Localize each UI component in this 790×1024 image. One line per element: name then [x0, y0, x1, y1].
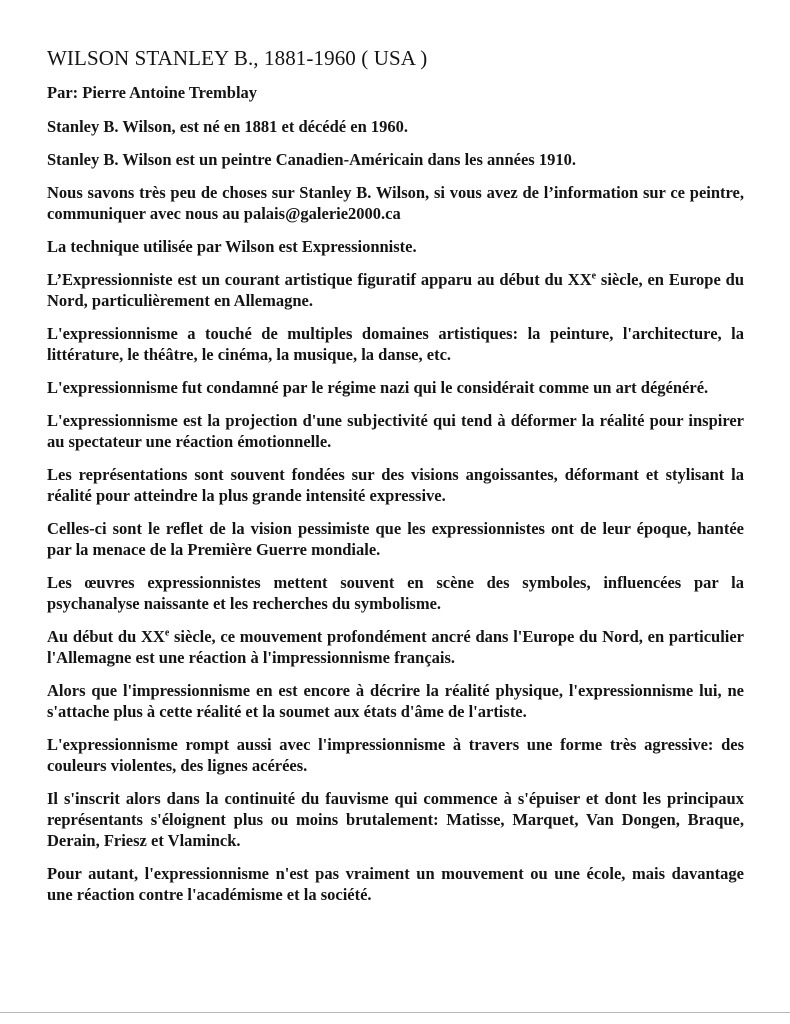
paragraph-birth-death: Stanley B. Wilson, est né en 1881 et décédé en 1960.: [47, 117, 409, 136]
paragraph-subjectivity: L'expressionnisme est la projection d'une subjectivité qui tend à déformer la réalité pour inspirer au spectateur une réaction émotionnelle.: [47, 411, 744, 451]
paragraph-impressionism-contrast: Alors que l'impressionnisme en est encore à décrire la réalité physique, l'expressionnisme lui, ne s'attache plus à cette réalité et la soumet aux états d'âme de l'artiste.: [47, 681, 744, 721]
century-superscript: e: [164, 627, 170, 639]
document-body: [47, 46, 744, 917]
document-title: WILSON STANLEY B., 1881-1960 ( USA ): [47, 46, 428, 70]
paragraph-condemnation: L'expressionnisme fut condamné par le régime nazi qui le considérait comme un art dégénéré.: [47, 378, 709, 397]
paragraph-technique: La technique utilisée par Wilson est Expressionniste.: [47, 237, 417, 256]
paragraph-reaction-start: Au début du XX: [47, 627, 165, 646]
bottom-divider: [0, 1012, 790, 1013]
paragraph-pessimism: Celles-ci sont le reflet de la vision pessimiste que les expressionnistes ont de leur époque, hantée par la menace de la Première Guerre mondiale.: [47, 519, 744, 559]
document-author: Par: Pierre Antoine Tremblay: [47, 83, 258, 102]
paragraph-nationality: Stanley B. Wilson est un peintre Canadien-Américain dans les années 1910.: [47, 150, 576, 169]
paragraph-definition: [47, 269, 744, 311]
paragraph-symbols: Les œuvres expressionnistes mettent souvent en scène des symboles, influencées par la psychanalyse naissante et les recherches du symbolisme.: [47, 573, 744, 613]
paragraph-aggressive-form: L'expressionnisme rompt aussi avec l'impressionnisme à travers une forme très agressive: des couleurs violentes, des lignes acérées.: [47, 735, 744, 775]
century-superscript: e: [591, 270, 597, 282]
paragraph-definition-end: siècle, en Europe du Nord, particulièrement en Allemagne.: [47, 270, 744, 310]
paragraph-fauvism: Il s'inscrit alors dans la continuité du fauvisme qui commence à s'épuiser et dont les principaux représentants s'éloignent plus ou moins brutalement: Matisse, Marquet, Van Dongen, Braque, Derain, Friesz et Vlaminck.: [47, 789, 744, 850]
paragraph-reaction: [47, 626, 744, 668]
paragraph-definition-start: L’Expressionniste est un courant artistique figuratif apparu au début du XX: [47, 270, 592, 289]
paragraph-reaction-end: siècle, ce mouvement profondément ancré dans l'Europe du Nord, en particulier l'Allemagne est une réaction à l'impressionnisme français.: [47, 627, 745, 667]
paragraph-conclusion: Pour autant, l'expressionnisme n'est pas vraiment un mouvement ou une école, mais davantage une réaction contre l'académisme et la société.: [47, 864, 744, 904]
paragraph-domains: L'expressionnisme a touché de multiples domaines artistiques: la peinture, l'architecture, la littérature, le théâtre, le cinéma, la musique, la danse, etc.: [47, 324, 744, 364]
paragraph-representations: Les représentations sont souvent fondées sur des visions angoissantes, déformant et stylisant la réalité pour atteindre la plus grande intensité expressive.: [47, 465, 744, 505]
paragraph-contact: Nous savons très peu de choses sur Stanley B. Wilson, si vous avez de l’information sur ce peintre, communiquer avec nous au palais@galerie2000.ca: [47, 183, 744, 223]
